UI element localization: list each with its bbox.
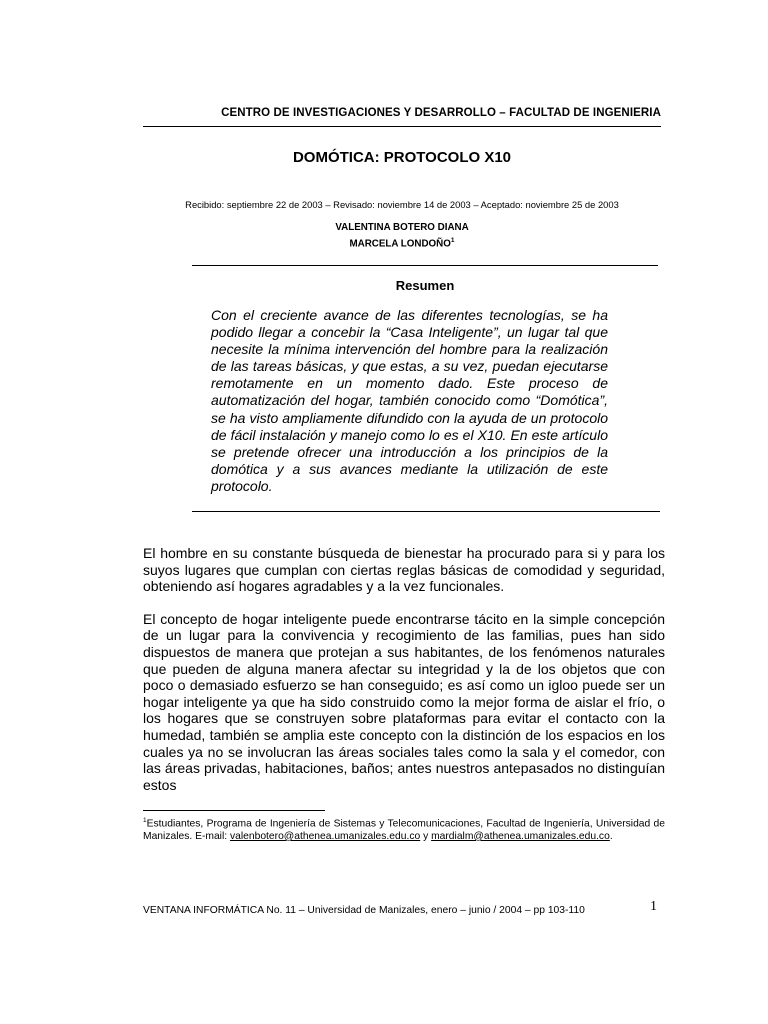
abstract-body [211,307,608,495]
abstract-text: Con el creciente avance de las diferentes tecnologías, se ha podido llegar a concebir la “Casa Inteligente”, un lugar tal que necesite la mínima intervención del hombre para la realización de las tareas básicas, y que estas, a su vez, puedan ejecutarse remotamente en un momento dado. Este proceso de automatización del hogar, también conocido como “Domótica”, se ha visto ampliamente difundido con la ayuda de un protocolo de fácil instalación y manejo como lo es el X10. En este artículo se pretende ofrecer una introducción a los principios de la domótica y a sus avances mediante la utilización de este protocolo. [211,307,608,494]
page-number: 1 [650,899,657,914]
footnote-connector: y [420,830,432,842]
abstract-bottom-divider [192,511,660,512]
abstract-heading: Resumen [395,278,455,293]
footnote-divider [143,810,325,811]
abstract-top-divider [192,265,658,266]
footnote-end: . [609,830,613,842]
article-title: DOMÓTICA: PROTOCOLO X10 [292,149,512,166]
header-divider [143,126,661,127]
footnote-marker: 1 [143,817,147,824]
author-name [143,234,661,250]
author-name-text: MARCELA LONDOÑO [349,238,451,250]
authors-block [143,221,661,250]
main-text [143,545,665,809]
page-footer: VENTANA INFORMÁTICA No. 11 – Universidad de Manizales, enero – junio / 2004 – pp 103-110 [143,905,585,916]
running-head: CENTRO DE INVESTIGACIONES Y DESARROLLO – FACULTAD DE INGENIERÍA [221,107,661,119]
body-paragraph: El concepto de hogar inteligente puede encontrarse tácito en la simple concepción de un lugar para la convivencia y recogimiento de las familias, pues han sido dispuestos de manera que protejan a sus habitantes, de los fenómenos naturales que pueden de alguna manera afectar su integridad y la de los objetos que con poco o demasiado esfuerzo se han conseguido; es así como un igloo puede ser un hogar inteligente ya que ha sido construido como la mejor forma de aislar el frío, o los hogares que se construyen sobre plataformas para evitar el contacto con la humedad, también se amplia este concepto con la distinción de los espacios en los cuales ya no se involucran las áreas sociales tales como la sala y el comedor, con las áreas privadas, habitaciones, baños; antes nuestros antepasados no distinguían estos [143,610,665,793]
email-link-2[interactable]: mardialm@athenea.umanizales.edu.co [431,830,610,842]
body-paragraph: El hombre en su constante búsqueda de bienestar ha procurado para si y para los suyos lugares que cumplan con ciertas reglas básicas de comodidad y seguridad, obteniendo así hogares agradables y a la vez funcionales. [143,545,665,595]
footnote-text: Estudiantes, Programa de Ingeniería de Sistemas y Telecomunicaciones, Facultad de Ingeniería, Universidad de Manizales. E-mail: [143,818,665,842]
author-name: VALENTINA BOTERO DIANA [335,222,469,233]
article-dates: Recibido: septiembre 22 de 2003 – Revisado: noviembre 14 de 2003 – Aceptado: noviembre 25 de 2003 [185,199,619,210]
email-link-1[interactable]: valenbotero@athenea.umanizales.edu.co [229,830,421,842]
footnote [143,815,665,843]
footnote-marker: 1 [450,237,455,244]
